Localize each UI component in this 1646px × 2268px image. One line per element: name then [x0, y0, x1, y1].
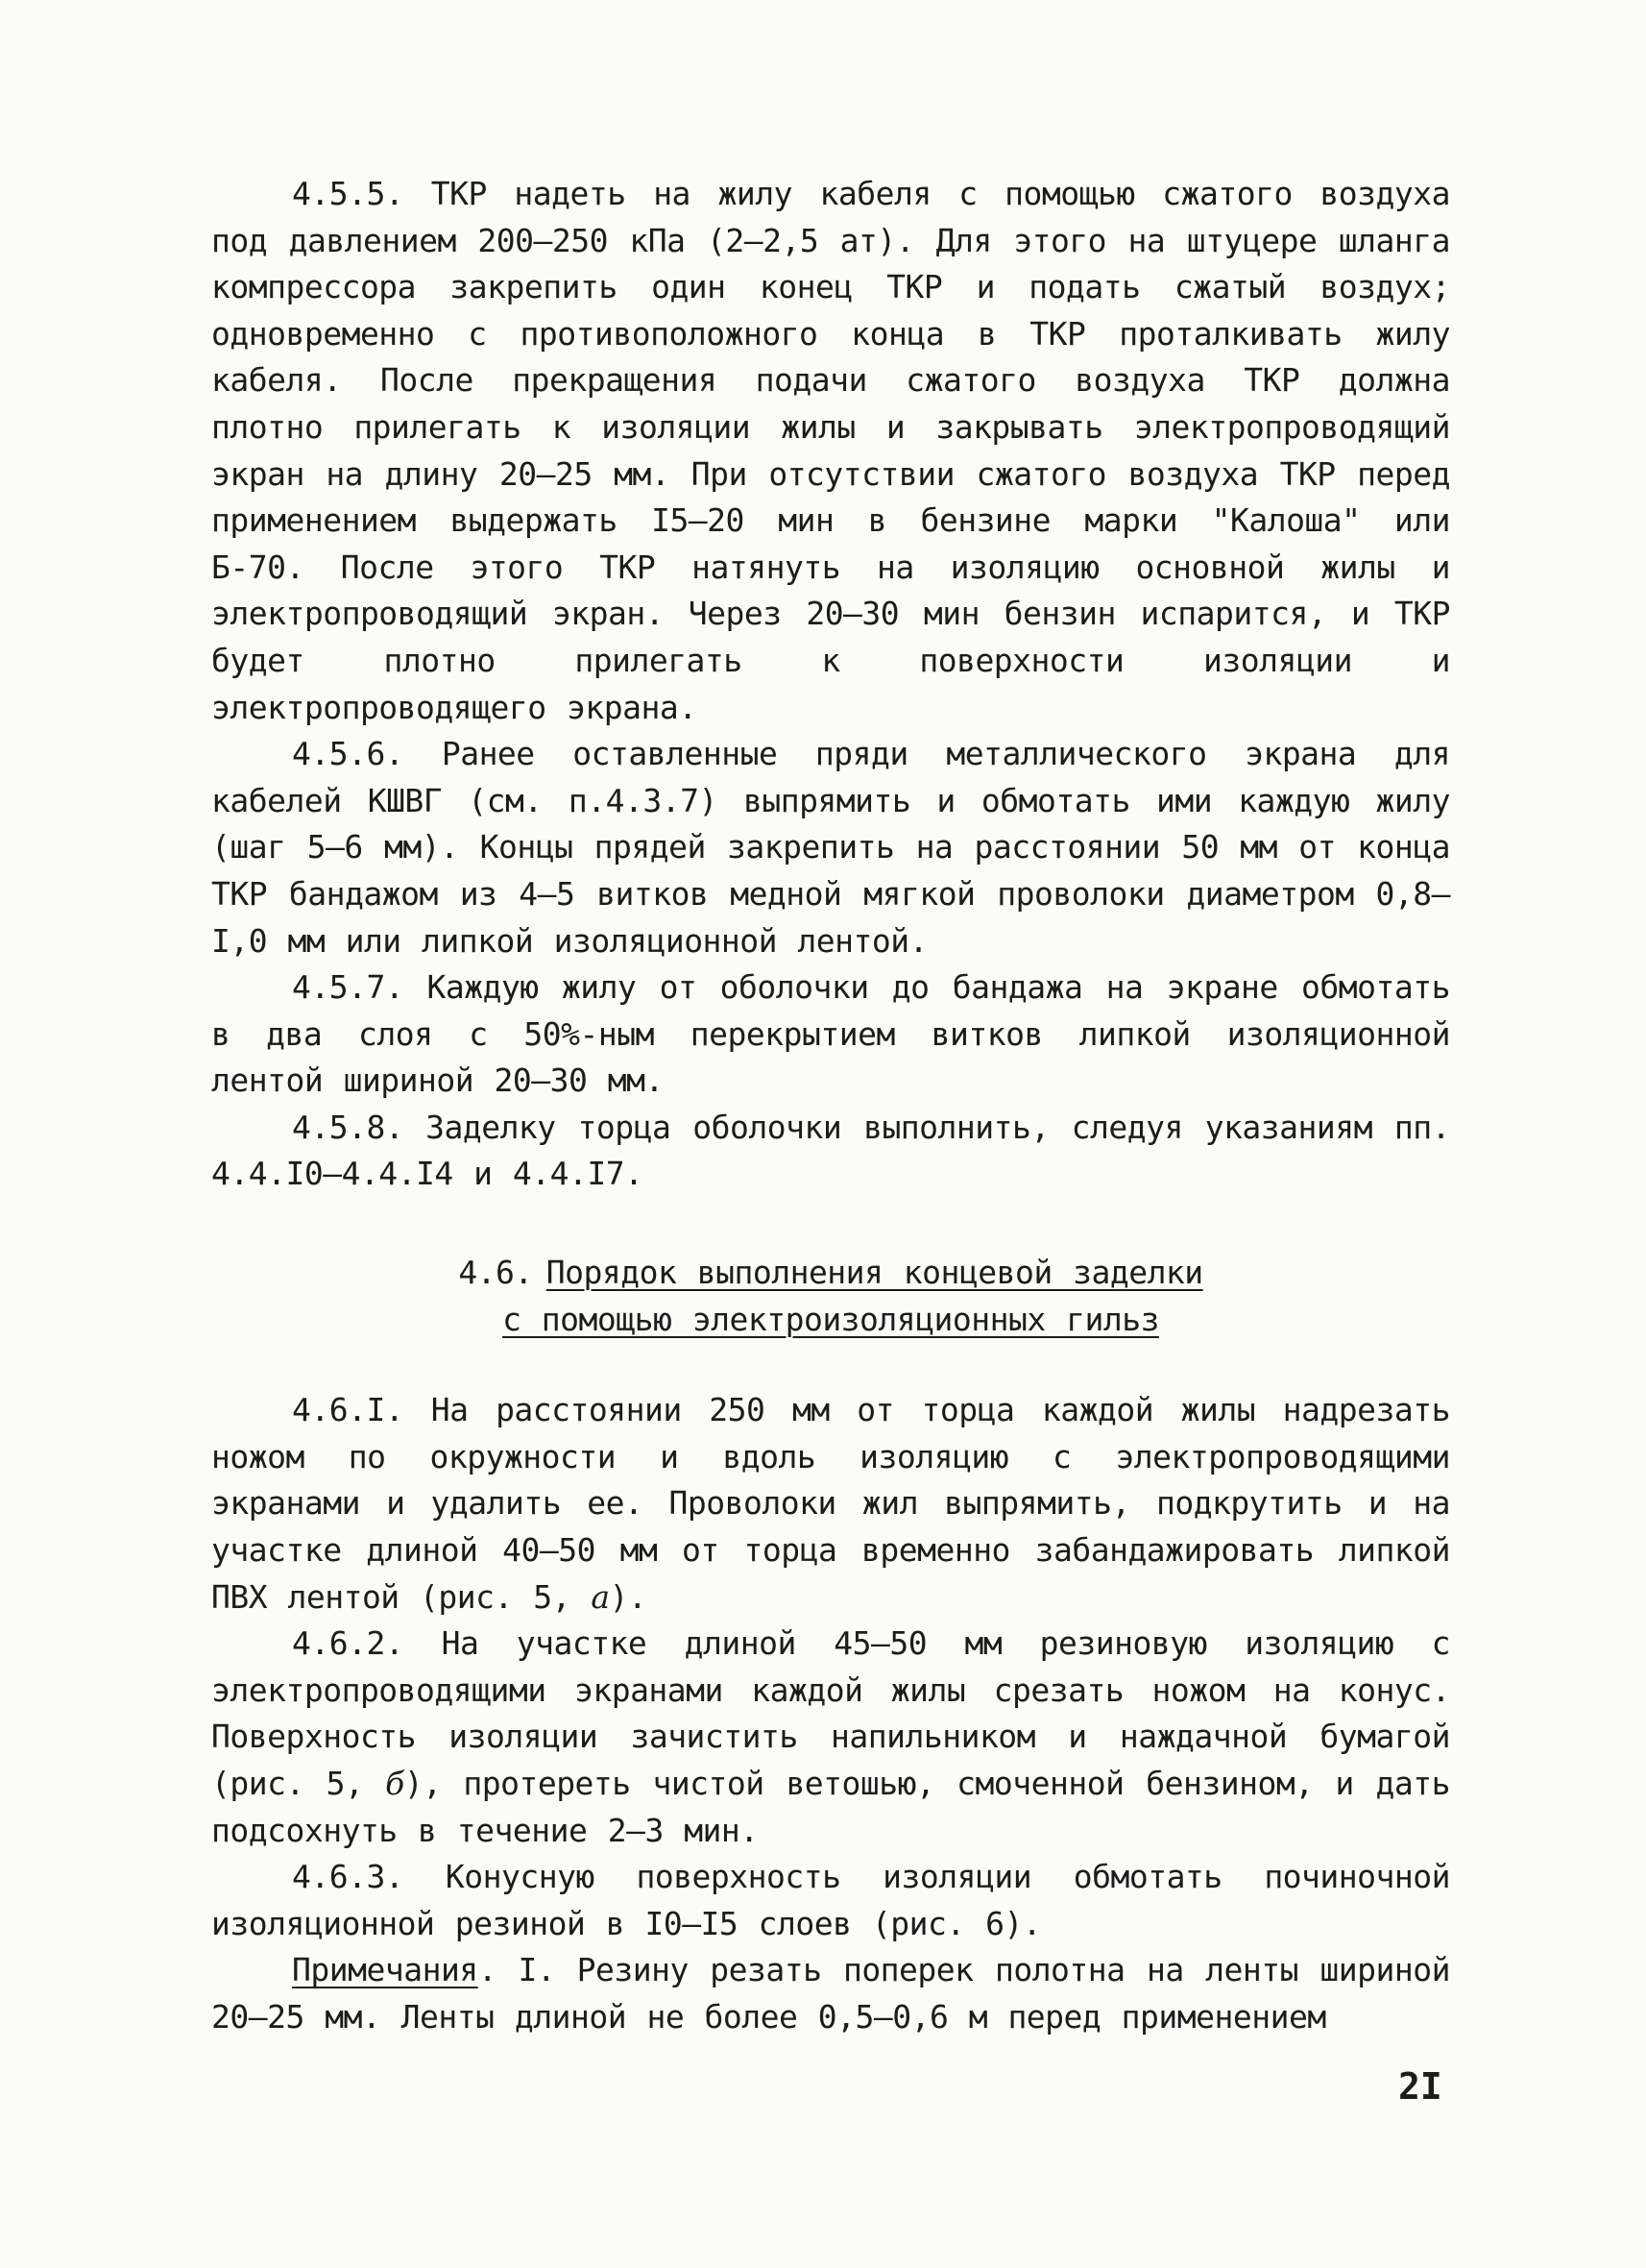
clause-text: Ранее оставленные пряди металлического экрана для кабелей КШВГ (см. п.4.3.7) выпрямить и обмотать ими каждую жилу (шаг 5–6 мм). Концы прядей закрепить на расстоянии 50 мм от конца ТКР бандажом из 4–5 витков медной мягкой проволоки диаметром 0,8–I,0 мм или липкой изоляционной лентой. [211, 735, 1450, 960]
clause-number: 4.6.2. [292, 1624, 404, 1663]
heading-line-2 [211, 1297, 1450, 1344]
heading-number: 4.6. [458, 1254, 533, 1292]
paragraph-4-6-3 [211, 1854, 1450, 1947]
clause-number: 4.5.7. [292, 968, 404, 1007]
clause-number: 4.6.3. [292, 1858, 404, 1896]
paragraph-4-5-5 [211, 171, 1450, 731]
paragraph-4-6-2 [211, 1621, 1450, 1854]
clause-text: Конусную поверхность изоляции обмотать починочной изоляционной резиной в I0–I5 слоев (рис. 6). [211, 1858, 1450, 1942]
clause-number: 4.5.5. [292, 175, 404, 212]
clause-text-end: ), протереть чистой ветошью, смоченной бензином, и дать подсохнуть в течение 2–3 мин. [211, 1765, 1450, 1849]
heading-title-line-2: с помощью электроизоляционных гильз [502, 1300, 1159, 1338]
text-column [211, 171, 1450, 2041]
clause-text: Каждую жилу от оболочки до бандажа на экране обмотать в два слоя с 50%-ным перекрытием витков липкой изоляционной лентой шириной 20–30 мм. [211, 968, 1450, 1100]
paragraph-4-6-1 [211, 1387, 1450, 1621]
figure-letter: б [385, 1765, 404, 1802]
clause-text: ТКР надеть на жилу кабеля с помощью сжатого воздуха под давлением 200–250 кПа (2–2,5 ат). Для этого на штуцере шланга компрессора закрепить один конец ТКР и подать сжатый воздух; одновременно с противоположного конца в ТКР проталкивать жилу кабеля. После прекращения подачи сжатого воздуха ТКР должна плотно прилегать к изоляции жилы и закрывать электропроводящий экран на длину 20–25 мм. При отсутствии сжатого воздуха ТКР перед применением выдержать I5–20 мин в бензине марки "Калоша" или Б-70. После этого ТКР натянуть на изоляцию основной жилы и электропроводящий экран. Через 20–30 мин бензин испарится, и ТКР будет плотно прилегать к поверхности изоляции и электропроводящего экрана. [211, 175, 1450, 726]
paragraph-4-5-6 [211, 731, 1450, 964]
clause-text: На участке длиной 45–50 мм резиновую изоляцию с электропроводящими экранами каждой жилы срезать ножом на конус. Поверхность изоляции зачистить напильником и наждачной бумагой (рис. 5, [211, 1624, 1450, 1802]
clause-text: Заделку торца оболочки выполнить, следуя указаниям пп. 4.4.I0–4.4.I4 и 4.4.I7. [211, 1108, 1450, 1193]
clause-number: 4.5.8. [292, 1108, 404, 1146]
clause-text: На расстоянии 250 мм от торца каждой жилы надрезать ножом по окружности и вдоль изоляцию с электропроводящими экранами и удалить ее. Проволоки жил выпрямить, подкрутить и на участке длиной 40–50 мм от торца временно забандажировать липкой ПВХ лентой (рис. 5, [211, 1391, 1450, 1616]
clause-number: 4.6.I. [292, 1391, 404, 1429]
clause-text-end: ). [609, 1577, 647, 1616]
paragraph-4-5-8 [211, 1105, 1450, 1198]
paragraph-notes [211, 1947, 1450, 2040]
paragraph-4-5-7 [211, 964, 1450, 1105]
notes-label: Примечания [292, 1951, 478, 1989]
notes-text: . I. Резину резать поперек полотна на ленты шириной 20–25 мм. Ленты длиной не более 0,5–0,6 м перед применением [211, 1951, 1450, 2036]
clause-number: 4.5.6. [292, 735, 404, 773]
section-heading-4-6 [211, 1250, 1450, 1343]
heading-title-line-1: Порядок выполнения концевой заделки [545, 1254, 1203, 1292]
figure-letter: а [591, 1577, 610, 1616]
page-number: 2I [1398, 2065, 1442, 2108]
heading-line-1 [211, 1250, 1450, 1297]
